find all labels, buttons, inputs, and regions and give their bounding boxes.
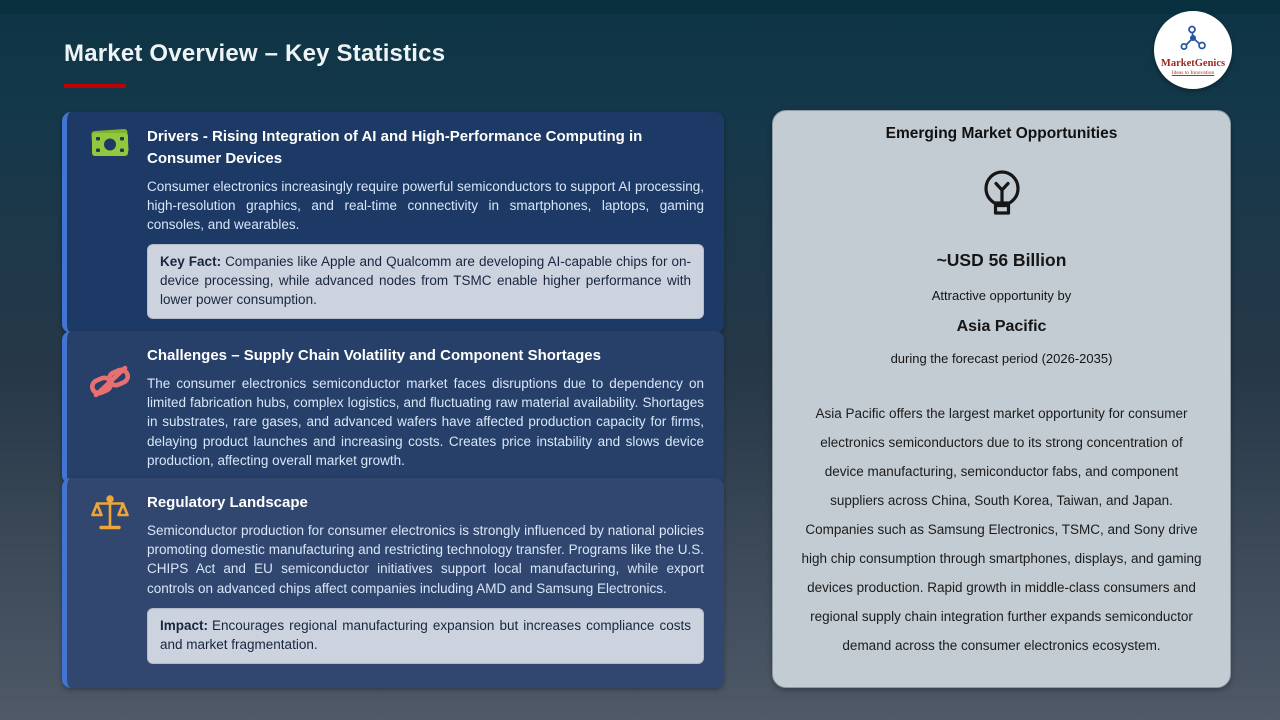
drivers-body: Consumer electronics increasingly require powerful semiconductors to support AI processing, high-resolution graphics, and real-time connectivity in smartphones, laptops, gaming consoles, and wearables. — [147, 178, 704, 233]
marketgenics-logo — [1154, 11, 1232, 89]
regulatory-body: Semiconductor production for consumer electronics is strongly influenced by national policies promoting domestic manufacturing and restricting technology transfer. Programs like the U.S. CHIPS Act and EU semiconductor initiatives support local manufacturing, while export controls on advanced chips affect companies including AMD and Samsung Electronics. — [147, 522, 704, 596]
regulatory-card — [62, 478, 724, 688]
impact-label: Impact: — [160, 617, 209, 633]
logo-tagline: Ideas to Innovation — [1171, 69, 1215, 76]
opportunity-value: ~USD 56 Billion — [936, 250, 1067, 270]
opportunity-region: Asia Pacific — [956, 318, 1047, 335]
top-strip — [0, 0, 1280, 14]
impact-text: Encourages regional manufacturing expansion but increases compliance costs and market fragmentation. — [160, 617, 691, 652]
challenges-card — [62, 331, 724, 484]
challenges-title: Challenges – Supply Chain Volatility and Component Shortages — [147, 347, 601, 364]
opportunity-period: during the forecast period (2026-2035) — [890, 351, 1113, 366]
scales-icon — [89, 494, 131, 541]
opportunity-title: Emerging Market Opportunities — [885, 125, 1118, 142]
opportunity-subtitle: Attractive opportunity by — [931, 288, 1072, 303]
opportunity-body: Asia Pacific offers the largest market opportunity for consumer electronics semiconductors due to its strong concentration of device manufacturing, semiconductor fabs, and component suppliers across China, South Korea, Taiwan, and Japan. Companies such as Samsung Electronics, TSMC, and Sony drive high chip consumption through smartphones, displays, and gaming devices production. Rapid growth in middle-class consumers and regional supply chain integration further expands semiconductor demand across the consumer electronics ecosystem. — [801, 406, 1202, 654]
drivers-card — [62, 112, 724, 333]
opportunity-panel — [772, 110, 1231, 688]
broken-link-icon — [89, 361, 131, 406]
key-fact-label: Key Fact: — [160, 254, 222, 270]
page-title: Market Overview – Key Statistics — [64, 40, 446, 67]
key-fact-text: Companies like Apple and Qualcomm are developing AI-capable chips for on-device processing, while advanced nodes from TSMC enable higher performance with lower power consumption. — [160, 254, 691, 308]
logo-name: MarketGenics — [1160, 57, 1226, 69]
key-fact-box — [147, 244, 704, 319]
impact-box — [147, 608, 704, 664]
lightbulb-icon — [799, 165, 1204, 226]
drivers-title: Drivers - Rising Integration of AI and High-Performance Computing in Consumer Devices — [147, 128, 643, 167]
challenges-body: The consumer electronics semiconductor market faces disruptions due to dependency on limited fabrication hubs, complex logistics, and fluctuating raw material availability. Shortages in substrates, rare gases, and advanced wafers have affected production capacity for firms, delaying product launches and increasing costs. Creates price instability and slows device production, affecting overall market growth. — [147, 375, 704, 468]
money-icon — [89, 128, 131, 165]
regulatory-title: Regulatory Landscape — [147, 494, 308, 511]
molecule-icon — [1178, 25, 1208, 56]
title-underline — [64, 84, 126, 88]
